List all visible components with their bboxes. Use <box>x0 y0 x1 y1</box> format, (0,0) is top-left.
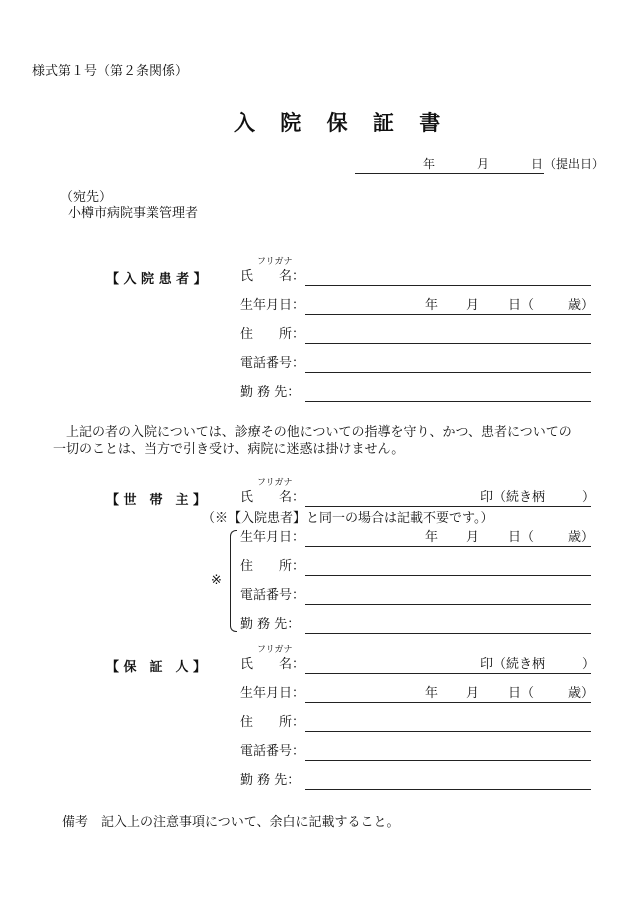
guarantor-phone-field[interactable] <box>305 760 591 761</box>
patient-furigana: フリガナ <box>257 257 293 267</box>
household-work-label: 勤 務 先： <box>240 617 301 632</box>
patient-phone-label: 電話番号： <box>240 356 306 371</box>
guarantor-seal: 印（続き柄 <box>480 657 546 672</box>
household-seal: 印（続き柄 <box>480 490 546 505</box>
guarantor-birth-day: 日（ <box>508 686 535 701</box>
household-mark: ※ <box>211 573 222 588</box>
patient-birth-field[interactable] <box>305 314 591 315</box>
patient-birth-month: 月 <box>466 298 480 313</box>
guarantor-heading: 【 保 証 人 】 <box>106 660 207 675</box>
date-year-label: 年 <box>423 157 436 171</box>
patient-heading: 【 入 院 患 者 】 <box>106 272 207 287</box>
guarantor-birth-month: 月 <box>466 686 480 701</box>
patient-address-field[interactable] <box>305 343 591 344</box>
patient-name-label: 氏 名： <box>240 269 306 284</box>
household-phone-label: 電話番号： <box>240 588 306 603</box>
patient-work-field[interactable] <box>305 401 591 402</box>
patient-birth-label: 生年月日： <box>240 298 306 313</box>
household-birth-year: 年 <box>425 530 439 545</box>
guarantor-birth-label: 生年月日： <box>240 686 306 701</box>
household-heading: 【 世 帯 主 】 <box>106 493 207 508</box>
statement-line-1: 上記の者の入院については、診療その他についての指導を守り、かつ、患者についての <box>66 425 572 440</box>
date-line[interactable] <box>355 173 544 174</box>
form-number: 様式第１号（第２条関係） <box>32 64 189 79</box>
household-furigana: フリガナ <box>257 478 293 488</box>
date-day-label: 日 <box>531 157 544 171</box>
guarantor-address-field[interactable] <box>305 731 591 732</box>
household-birth-month: 月 <box>466 530 480 545</box>
guarantor-name-label: 氏 名： <box>240 657 306 672</box>
guarantor-address-label: 住 所： <box>240 715 306 730</box>
remarks: 備考 記入上の注意事項について、余白に記載すること。 <box>62 815 400 830</box>
household-address-field[interactable] <box>305 575 591 576</box>
statement-line-2: 一切のことは、当方で引き受け、病院に迷惑は掛けません。 <box>53 442 405 457</box>
patient-birth-age: 歳） <box>568 298 595 313</box>
patient-address-label: 住 所： <box>240 327 306 342</box>
addressee: 小樽市病院事業管理者 <box>68 206 199 221</box>
page-title: 入 院 保 証 書 <box>234 110 450 135</box>
household-seal-close: ） <box>582 490 596 505</box>
guarantor-work-label: 勤 務 先： <box>240 773 301 788</box>
guarantor-birth-field[interactable] <box>305 702 591 703</box>
guarantor-birth-age: 歳） <box>568 686 595 701</box>
guarantor-furigana: フリガナ <box>257 645 293 655</box>
household-address-label: 住 所： <box>240 559 306 574</box>
household-note: （※【入院患者】と同一の場合は記載不要です。） <box>202 511 494 526</box>
date-note: （提出日） <box>544 157 605 171</box>
date-month-label: 月 <box>477 157 490 171</box>
guarantor-work-field[interactable] <box>305 789 591 790</box>
household-name-field[interactable] <box>305 506 591 507</box>
household-phone-field[interactable] <box>305 604 591 605</box>
patient-phone-field[interactable] <box>305 372 591 373</box>
household-birth-age: 歳） <box>568 530 595 545</box>
household-name-label: 氏 名： <box>240 490 306 505</box>
household-brace <box>230 530 237 632</box>
household-birth-day: 日（ <box>508 530 535 545</box>
guarantor-seal-close: ） <box>582 657 596 672</box>
guarantor-birth-year: 年 <box>425 686 439 701</box>
household-birth-field[interactable] <box>305 546 591 547</box>
guarantor-phone-label: 電話番号： <box>240 744 306 759</box>
patient-birth-year: 年 <box>425 298 439 313</box>
household-birth-label: 生年月日： <box>240 530 306 545</box>
patient-work-label: 勤 務 先： <box>240 385 301 400</box>
addressee-label: （宛先） <box>60 190 113 205</box>
guarantor-name-field[interactable] <box>305 673 591 674</box>
patient-birth-day: 日（ <box>508 298 535 313</box>
patient-name-field[interactable] <box>305 285 591 286</box>
household-work-field[interactable] <box>305 633 591 634</box>
